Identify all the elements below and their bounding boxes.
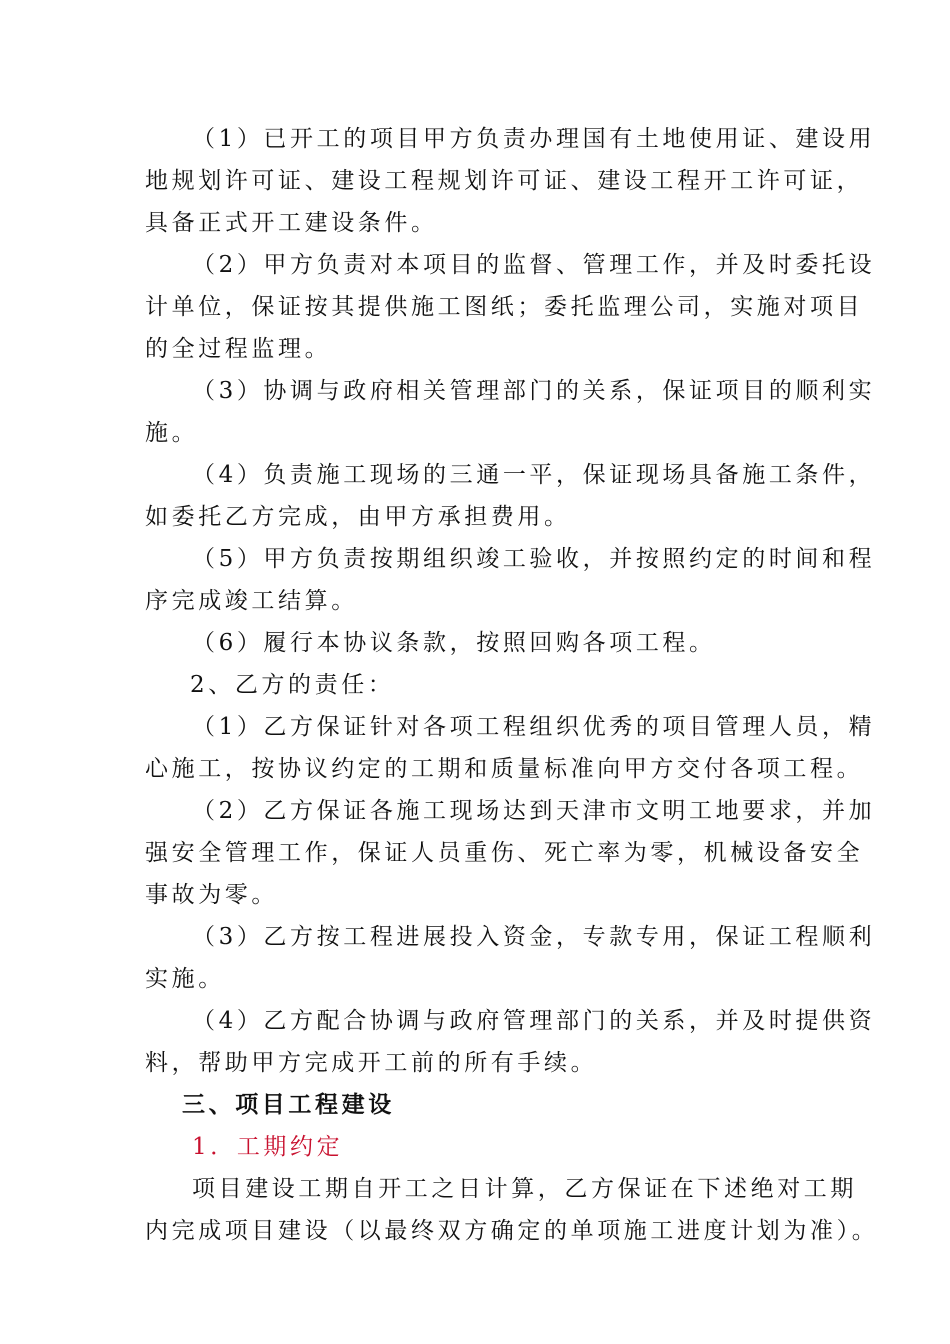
paragraph-b2-line-2: 强安全管理工作，保证人员重伤、死亡率为零，机械设备安全 bbox=[145, 840, 864, 866]
paragraph-a4-line-2: 如委托乙方完成，由甲方承担费用。 bbox=[145, 504, 571, 530]
paragraph-a4-line-1: （4）负责施工现场的三通一平，保证现场具备施工条件， bbox=[192, 462, 876, 488]
paragraph-b4-line-2: 料，帮助甲方完成开工前的所有手续。 bbox=[145, 1050, 598, 1076]
paragraph-b3-line-1: （3）乙方按工程进展投入资金，专款专用，保证工程顺利 bbox=[192, 924, 876, 950]
subheading-party-b: 2、乙方的责任： bbox=[190, 672, 395, 698]
paragraph-b4-line-1: （4）乙方配合协调与政府管理部门的关系，并及时提供资 bbox=[192, 1008, 876, 1034]
paragraph-a3-line-1: （3）协调与政府相关管理部门的关系，保证项目的顺利实 bbox=[192, 378, 876, 404]
paragraph-a2-line-2: 计单位，保证按其提供施工图纸；委托监理公司，实施对项目 bbox=[145, 294, 864, 320]
paragraph-a1-line-3: 具备正式开工建设条件。 bbox=[145, 210, 438, 236]
paragraph-a5-line-2: 序完成竣工结算。 bbox=[145, 588, 358, 614]
paragraph-a5-line-1: （5）甲方负责按期组织竣工验收，并按照约定的时间和程 bbox=[192, 546, 876, 572]
paragraph-a6-line-1: （6）履行本协议条款，按照回购各项工程。 bbox=[192, 630, 716, 656]
paragraph-a2-line-1: （2）甲方负责对本项目的监督、管理工作，并及时委托设 bbox=[192, 252, 876, 278]
paragraph-a1-line-1: （1）已开工的项目甲方负责办理国有土地使用证、建设用 bbox=[192, 126, 876, 152]
paragraph-b1-line-2: 心施工，按协议约定的工期和质量标准向甲方交付各项工程。 bbox=[145, 756, 864, 782]
paragraph-a2-line-3: 的全过程监理。 bbox=[145, 336, 332, 362]
paragraph-schedule-line-2: 内完成项目建设（以最终双方确定的单项施工进度计划为准）。 bbox=[145, 1218, 879, 1244]
paragraph-a1-line-2: 地规划许可证、建设工程规划许可证、建设工程开工许可证， bbox=[145, 168, 864, 194]
paragraph-b2-line-1: （2）乙方保证各施工现场达到天津市文明工地要求，并加 bbox=[192, 798, 876, 824]
paragraph-b1-line-1: （1）乙方保证针对各项工程组织优秀的项目管理人员，精 bbox=[192, 714, 876, 740]
section-heading-3: 三、项目工程建设 bbox=[182, 1091, 395, 1118]
subheading-schedule: 1．工期约定 bbox=[192, 1134, 344, 1160]
paragraph-schedule-line-1: 项目建设工期自开工之日计算，乙方保证在下述绝对工期 bbox=[192, 1176, 857, 1202]
paragraph-b3-line-2: 实施。 bbox=[145, 966, 225, 992]
paragraph-b2-line-3: 事故为零。 bbox=[145, 882, 278, 908]
paragraph-a3-line-2: 施。 bbox=[145, 420, 199, 446]
